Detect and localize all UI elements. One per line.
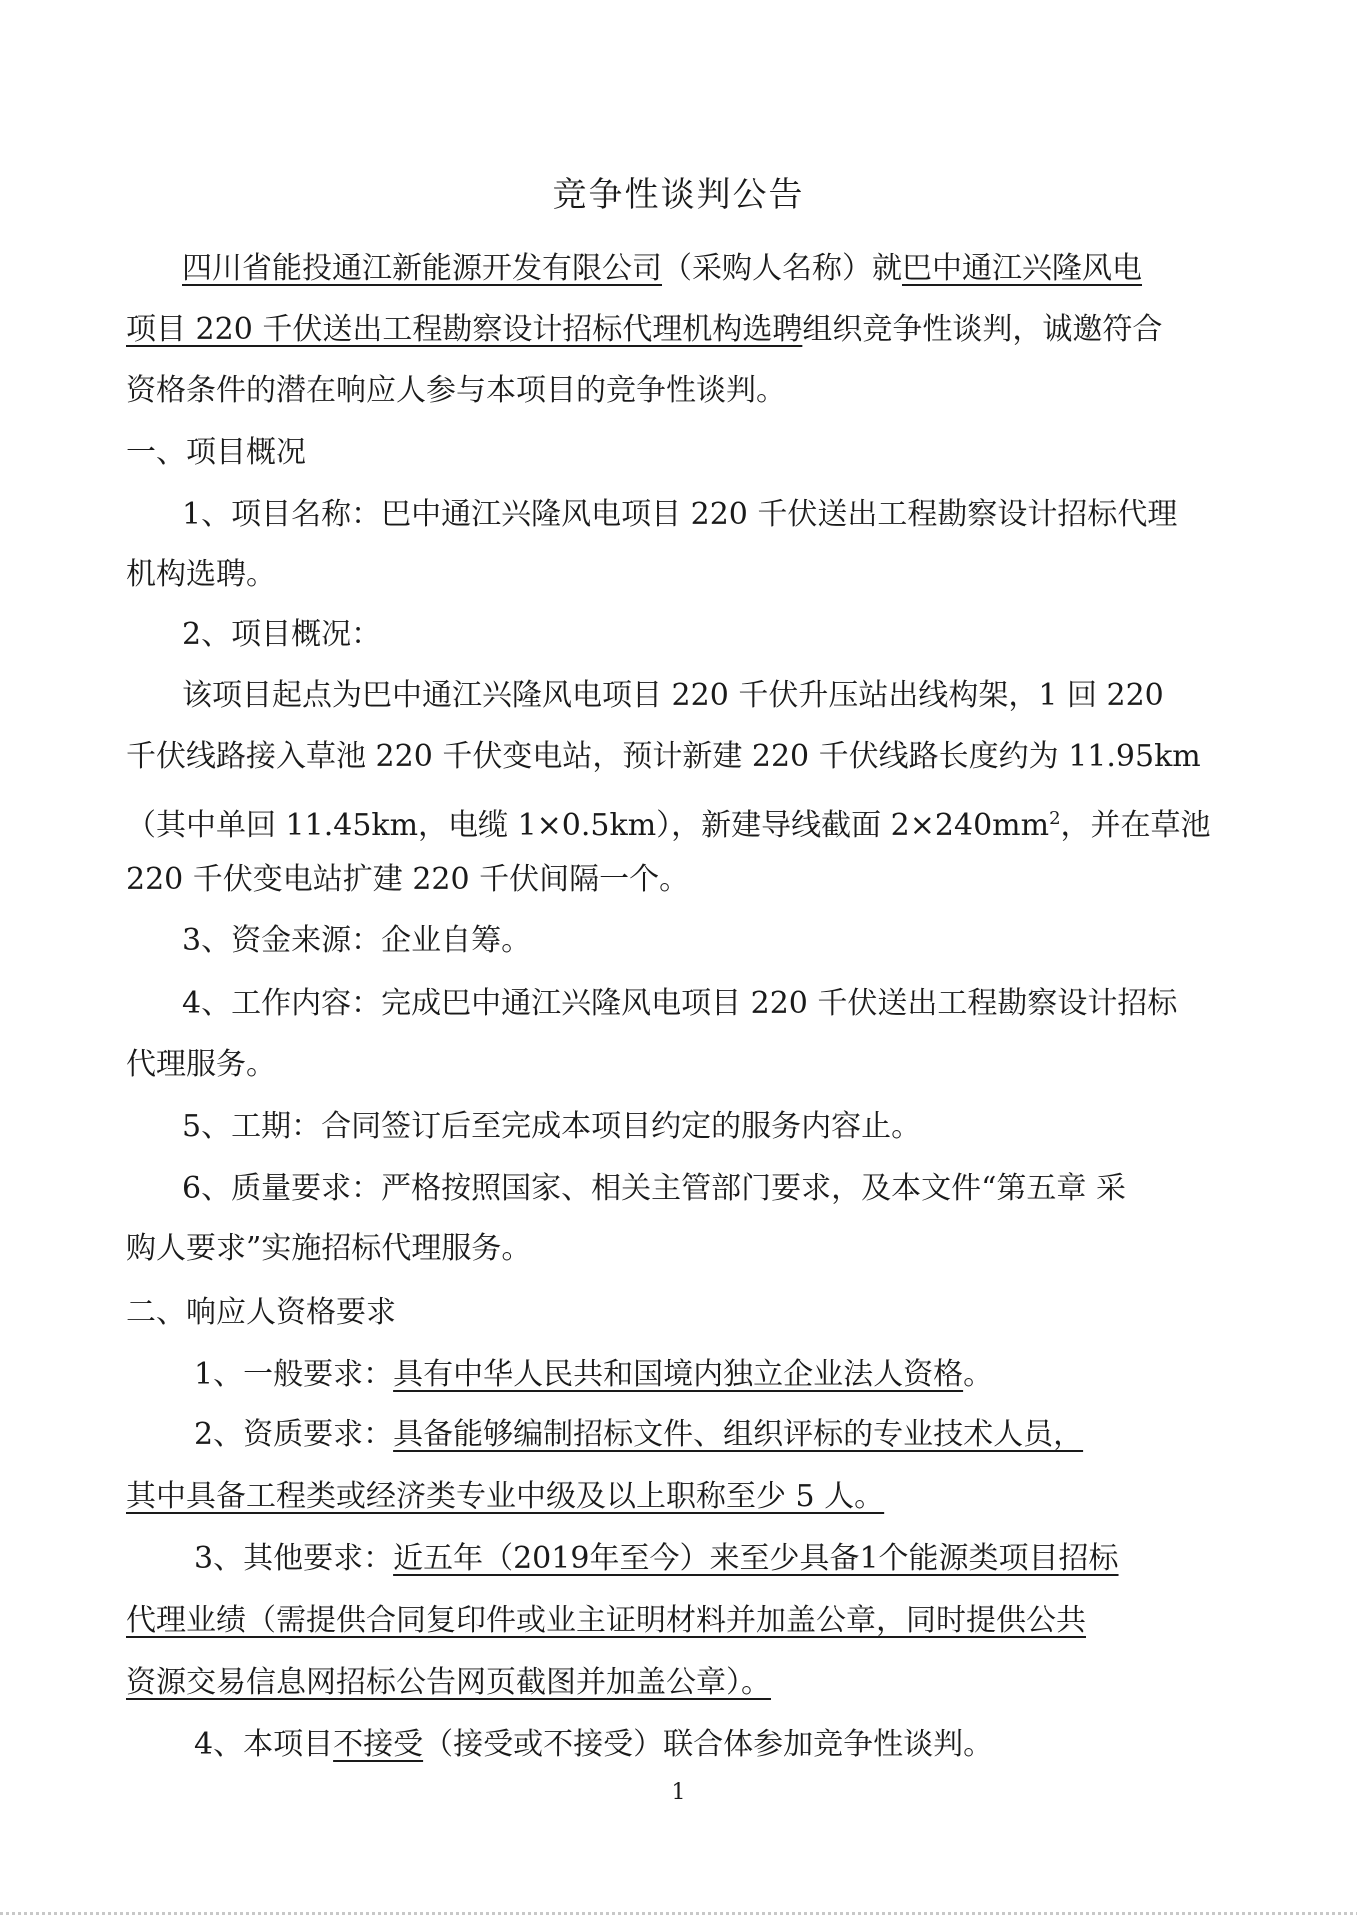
section-heading-overview: 一、项目概况 (126, 435, 306, 470)
intro-line-1 (182, 246, 1142, 292)
item-quality: 6、质量要求：严格按照国家、相关主管部门要求，及本文件“第五章 采 (182, 1171, 1126, 1206)
page-number: 1 (671, 1780, 686, 1805)
req-text-underlined: 资源交易信息网招标公告网页截图并加盖公章）。 (126, 1665, 771, 1700)
project-name-underlined: 巴中通江兴隆风电 (902, 251, 1142, 286)
req-label: 2、资质要求： (194, 1417, 394, 1452)
req-text-underlined: 近五年（2019年至今）来至少具备1个能源类项目招标 (393, 1541, 1119, 1576)
intro-text: 组织竞争性谈判，诚邀符合 (802, 312, 1163, 347)
intro-line-3: 资格条件的潜在响应人参与本项目的竞争性谈判。 (126, 373, 786, 408)
req-text: （接受或不接受）联合体参加竞争性谈判。 (423, 1727, 994, 1762)
req-other (194, 1536, 1119, 1582)
req-text-underlined: 不接受 (333, 1727, 424, 1762)
req-other-cont-2 (126, 1660, 771, 1706)
purchaser-name: 四川省能投通江新能源开发有限公司 (182, 251, 662, 286)
intro-line-2 (126, 307, 1162, 353)
superscript: 2 (1049, 808, 1061, 829)
item-overview-text-3 (126, 796, 1211, 849)
item-overview-label: 2、项目概况： (182, 617, 382, 652)
item-quality-cont: 购人要求”实施招标代理服务。 (126, 1231, 532, 1266)
req-other-cont-1 (126, 1598, 1086, 1644)
req-qualification-cont (126, 1474, 884, 1520)
item-overview-text-4: 220 千伏变电站扩建 220 千伏间隔一个。 (126, 862, 690, 897)
intro-text: （采购人名称）就 (662, 251, 902, 286)
req-text: 。 (963, 1357, 994, 1392)
item-project-name: 1、项目名称：巴中通江兴隆风电项目 220 千伏送出工程勘察设计招标代理 (182, 497, 1178, 532)
document-title: 竞争性谈判公告 (552, 175, 805, 215)
req-label: 3、其他要求： (194, 1541, 394, 1576)
req-qualification (194, 1412, 1083, 1458)
req-text-underlined: 具有中华人民共和国境内独立企业法人资格 (393, 1357, 964, 1392)
overview-text: （其中单回 11.45km，电缆 1×0.5km），新建导线截面 2×240mm (126, 808, 1050, 843)
item-overview-text-2: 千伏线路接入草池 220 千伏变电站，预计新建 220 千伏线路长度约为 11.95km (126, 739, 1201, 774)
overview-text: ，并在草池 (1060, 808, 1211, 843)
req-text: 4、本项目 (194, 1727, 334, 1762)
project-name-underlined-cont: 项目 220 千伏送出工程勘察设计招标代理机构选聘 (126, 312, 803, 347)
req-consortium (194, 1722, 993, 1768)
req-general (194, 1352, 993, 1398)
item-funding: 3、资金来源：企业自筹。 (182, 923, 532, 958)
scan-edge (0, 1912, 1357, 1915)
item-schedule: 5、工期：合同签订后至完成本项目约定的服务内容止。 (182, 1109, 922, 1144)
req-label: 1、一般要求： (194, 1357, 394, 1392)
item-overview-text-1: 该项目起点为巴中通江兴隆风电项目 220 千伏升压站出线构架，1 回 220 (182, 678, 1164, 713)
item-work-content-cont: 代理服务。 (126, 1047, 276, 1082)
req-text-underlined: 具备能够编制招标文件、组织评标的专业技术人员， (393, 1417, 1084, 1452)
req-text-underlined: 其中具备工程类或经济类专业中级及以上职称至少 5 人。 (126, 1479, 885, 1514)
item-project-name-cont: 机构选聘。 (126, 557, 276, 592)
section-heading-qualifications: 二、响应人资格要求 (126, 1295, 396, 1330)
req-text-underlined: 代理业绩（需提供合同复印件或业主证明材料并加盖公章，同时提供公共 (126, 1603, 1086, 1638)
item-work-content: 4、工作内容：完成巴中通江兴隆风电项目 220 千伏送出工程勘察设计招标 (182, 986, 1178, 1021)
